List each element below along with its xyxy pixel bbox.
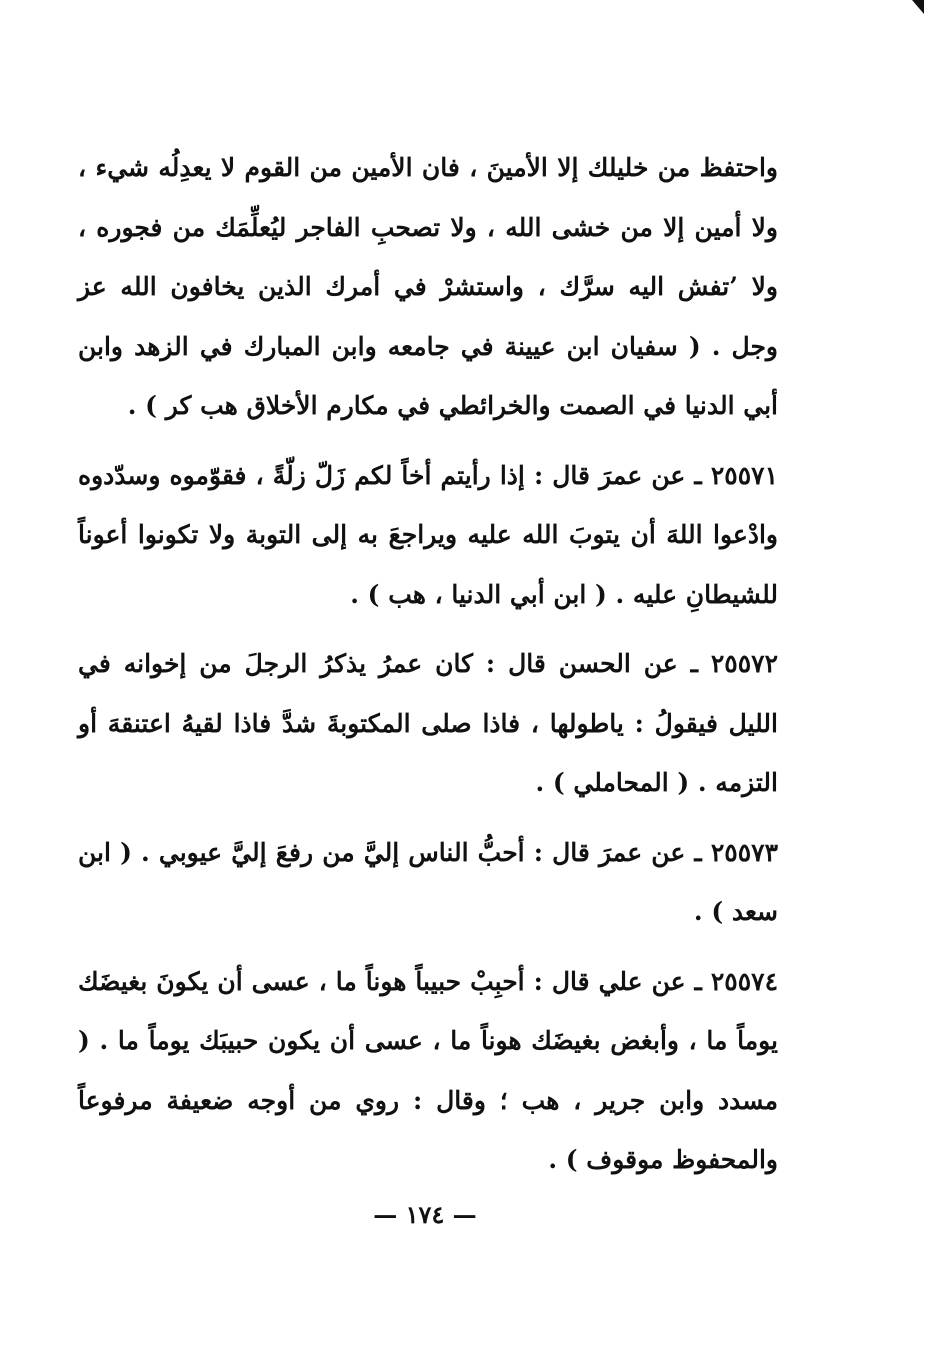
- paragraph-continuation: واحتفظ من خليلك إلا الأمينَ ، فان الأمين من القوم لا يعدِلُه شيء ، ولا أمين إلا من خشى الله ، ولا تصحبِ الفاجر ليُعلِّمَك من فجوره ، ولا ’تفش اليه سرَّك ، واستشرْ في أمرك الذين يخافون الله عز وجل . ( سفيان ابن عيينة في جامعه وابن المبارك في الزهد وابن أبي الدنيا في الصمت والخرائطي في مكارم الأخلاق هب كر ) .: [78, 153, 778, 420]
- page-number: — ١٧٤ —: [373, 1200, 477, 1229]
- paragraph-25571: ٢٥٥٧١ ـ عن عمرَ قال : إذا رأيتم أخاً لكم زَلّ زلّةً ، فقوّموه وسدّدوه وادْعوا اللهَ أن يتوبَ الله عليه ويراجعَ به إلى التوبة ولا تكونوا أعوناً للشيطانِ عليه . ( ابن أبي الدنيا ، هب ) .: [78, 460, 778, 609]
- paragraph-25572: ٢٥٥٧٢ ـ عن الحسن قال : كان عمرُ يذكرُ الرجلَ من إخوانه في الليل فيقولُ : ياطولها ، فاذا صلى المكتوبةَ شدَّ فاذا لقيهُ اعتنقهَ أو التزمه . ( المحاملي ) .: [78, 649, 778, 797]
- paragraph-25573: ٢٥٥٧٣ ـ عن عمرَ قال : أحبُّ الناس إليَّ من رفعَ إليَّ عيوبي . ( ابن سعد ) .: [78, 837, 778, 926]
- page-body: [78, 138, 778, 1190]
- corner-scan-mark: [912, 0, 924, 14]
- paragraph-25574: ٢٥٥٧٤ ـ عن علي قال : أحبِبْ حبيباً هوناً ما ، عسى أن يكونَ بغيضَك يوماً ما ، وأبغض بغيضَك هوناً ما ، عسى أن يكون حبيبَك يوماً ما . ( مسدد وابن جرير ، هب ؛ وقال : روي من أوجه ضعيفة مرفوعاً والمحفوظ موقوف ) .: [78, 966, 778, 1174]
